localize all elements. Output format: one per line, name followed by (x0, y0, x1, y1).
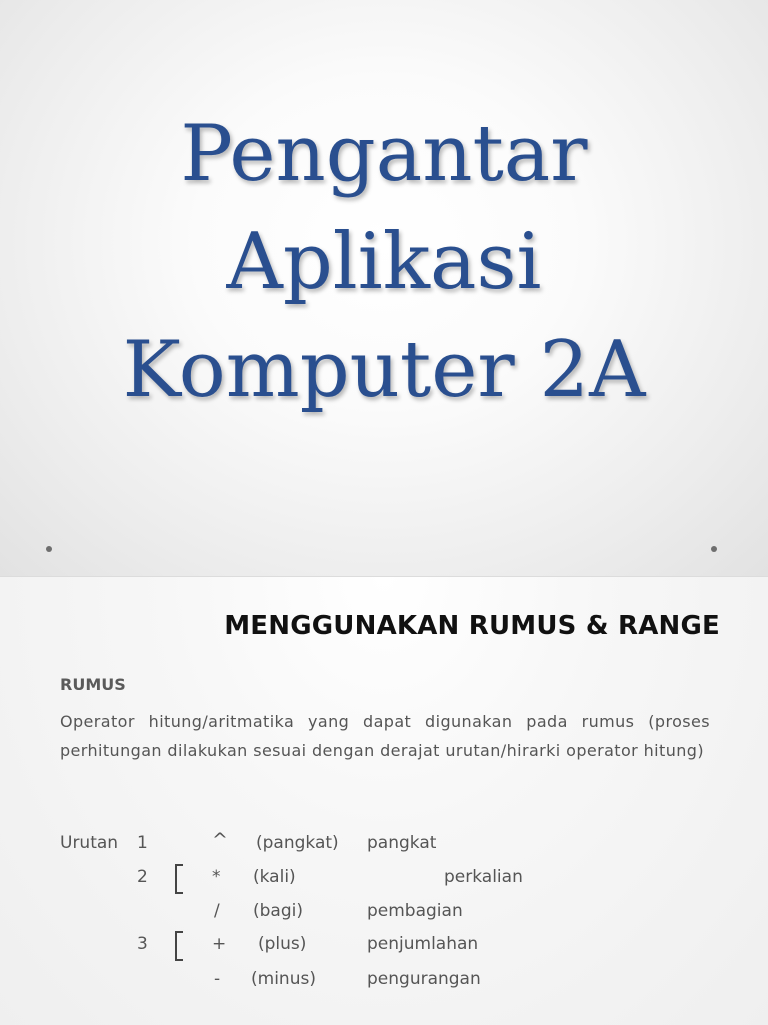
operator-meaning: pembagian (367, 901, 463, 921)
operator-meaning: pangkat (367, 833, 437, 853)
bullet-dot-left (46, 546, 52, 552)
group-bracket (175, 864, 183, 894)
operator-rank: 1 (137, 833, 148, 853)
operator-name: (pangkat) (256, 833, 339, 853)
operator-name: (plus) (258, 934, 307, 954)
operator-meaning: penjumlahan (367, 934, 479, 954)
operator-symbol: * (212, 867, 221, 887)
operator-symbol: ^ (212, 829, 228, 851)
group-bracket (175, 931, 183, 961)
order-label: Urutan (60, 833, 119, 853)
slide-heading: MENGGUNAKAN RUMUS & RANGE (224, 611, 720, 641)
operator-symbol: / (214, 901, 220, 921)
operator-meaning: pengurangan (367, 969, 481, 989)
title-line-1: Pengantar (180, 109, 588, 199)
operator-name: (minus) (251, 969, 316, 989)
operator-symbol: - (214, 969, 221, 989)
operator-rank: 2 (137, 867, 148, 887)
operator-name: (kali) (253, 867, 296, 887)
description-paragraph: Operator hitung/aritmatika yang dapat digunakan pada rumus (proses perhitungan dilakukan sesuai dengan derajat urutan/hirarki operator hitung) (60, 712, 710, 760)
operator-table (0, 577, 768, 1025)
content-slide (0, 576, 768, 1025)
title-line-2: Aplikasi (226, 217, 542, 307)
slide-title (0, 100, 768, 424)
title-line-3: Komputer 2A (122, 325, 646, 415)
operator-rank: 3 (137, 934, 148, 954)
bullet-dot-right (711, 546, 717, 552)
operator-meaning: perkalian (444, 867, 523, 887)
operator-name: (bagi) (253, 901, 303, 921)
section-label: RUMUS (60, 675, 126, 694)
operator-symbol: + (212, 934, 227, 954)
